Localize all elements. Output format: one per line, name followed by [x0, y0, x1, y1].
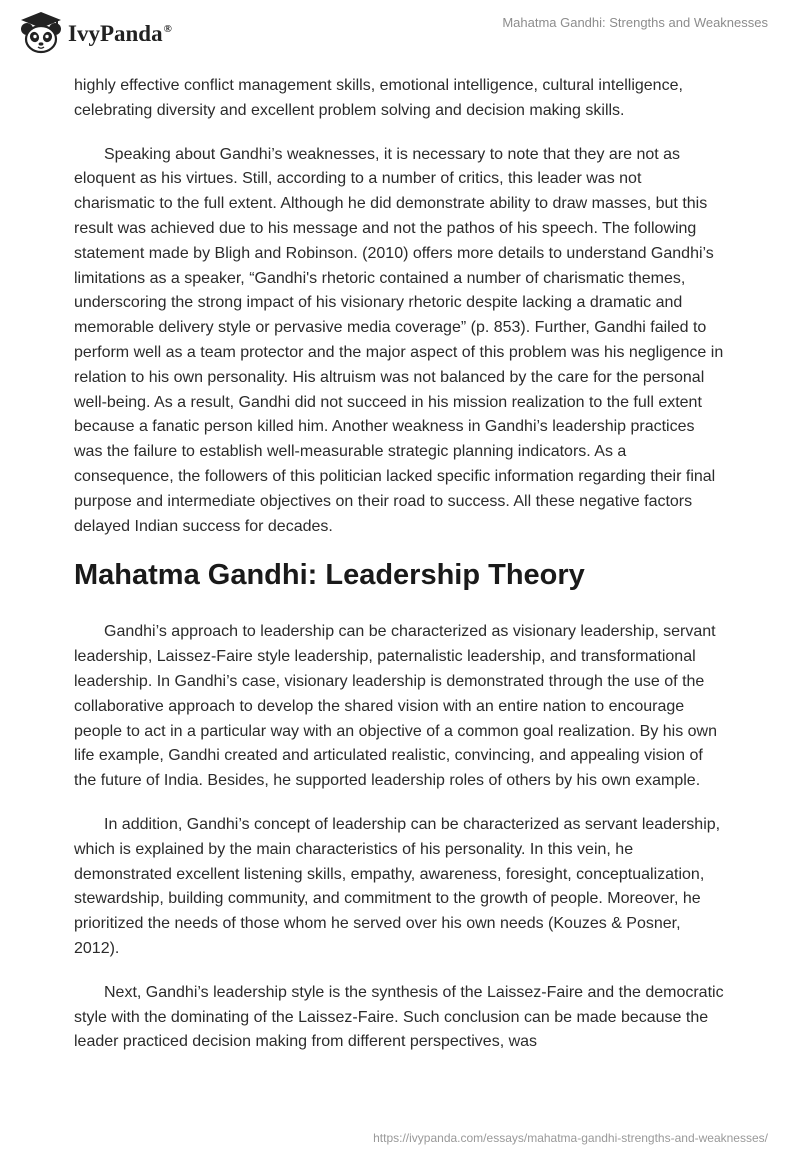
- panda-graduate-icon: [18, 10, 64, 56]
- paragraph-visionary: Gandhi’s approach to leadership can be characterized as visionary leadership, servant leadership, Laissez-Faire style leadership, paternalistic leadership, and transformational leadership. In Gandhi’s case, visionary leadership is demonstrated through the use of the collaborative approach to develop the shared vision with an entire nation to encourage people to act in a particular way with an objective of a common goal realization. By his own life example, Gandhi created and articulated realistic, convincing, and appealing vision of the future of India. Besides, he supported leadership roles of others by his own example.: [74, 623, 718, 790]
- document-title: Mahatma Gandhi: Strengths and Weaknesses: [502, 15, 768, 30]
- paragraph-servant: In addition, Gandhi’s concept of leadership can be characterized as servant leadership, which is explained by the main characteristics of his personality. In this vein, he demonstrated excellent listening skills, empathy, awareness, foresight, conceptualization, stewardship, building community, and commitment to the growth of people. Moreover, he prioritized the needs of those whom he served over his own needs (Kouzes & Posner, 2012).: [74, 815, 721, 957]
- paragraph-weaknesses: Speaking about Gandhi’s weaknesses, it is necessary to note that they are not as eloquent as his virtues. Still, according to a number of critics, this leader was not charismatic to the full extent. Although he did demonstrate ability to draw masses, but this result was achieved due to his message and not the pathos of his speech. The following statement made by Bligh and Robinson. (2010) offers more details to understand Gandhi’s limitations as a speaker, “Gandhi's rhetoric contained a number of charismatic themes, underscoring the strong impact of his visionary rhetoric despite lacking a dramatic and memorable delivery style or pervasive media coverage” (p. 853). Further, Gandhi failed to perform well as a team protector and the major aspect of this problem was his negligence in relation to his own personality. His altruism was not balanced by the care for the personal well-being. As a result, Gandhi did not succeed in his mission realization to the full extent because a fanatic person killed him. Another weakness in Gandhi’s leadership practices was the failure to establish well-measurable strategic planning indicators. As a consequence, the followers of this politician lacked specific information regarding their final purpose and intermediate objectives on their road to success. All these negative factors delayed Indian success for decades.: [74, 145, 724, 535]
- section-heading: Mahatma Gandhi: Leadership Theory: [74, 559, 585, 592]
- paragraph-laissez-faire: Next, Gandhi’s leadership style is the synthesis of the Laissez-Faire and the democratic style with the dominating of the Laissez-Faire. Such conclusion can be made because the leader practiced decision making from different perspectives, was: [74, 983, 724, 1051]
- paragraph-continuation: highly effective conflict management skills, emotional intelligence, cultural intelligence, celebrating diversity and excellent problem solving and decision making skills.: [74, 77, 683, 119]
- page-header: [0, 0, 800, 72]
- brand-name: IvyPanda®: [68, 21, 172, 46]
- essay-body: [74, 74, 726, 1074]
- logo[interactable]: [18, 10, 172, 56]
- footer-url[interactable]: https://ivypanda.com/essays/mahatma-gandhi-strengths-and-weaknesses/: [373, 1131, 768, 1145]
- registered-mark: ®: [163, 23, 172, 36]
